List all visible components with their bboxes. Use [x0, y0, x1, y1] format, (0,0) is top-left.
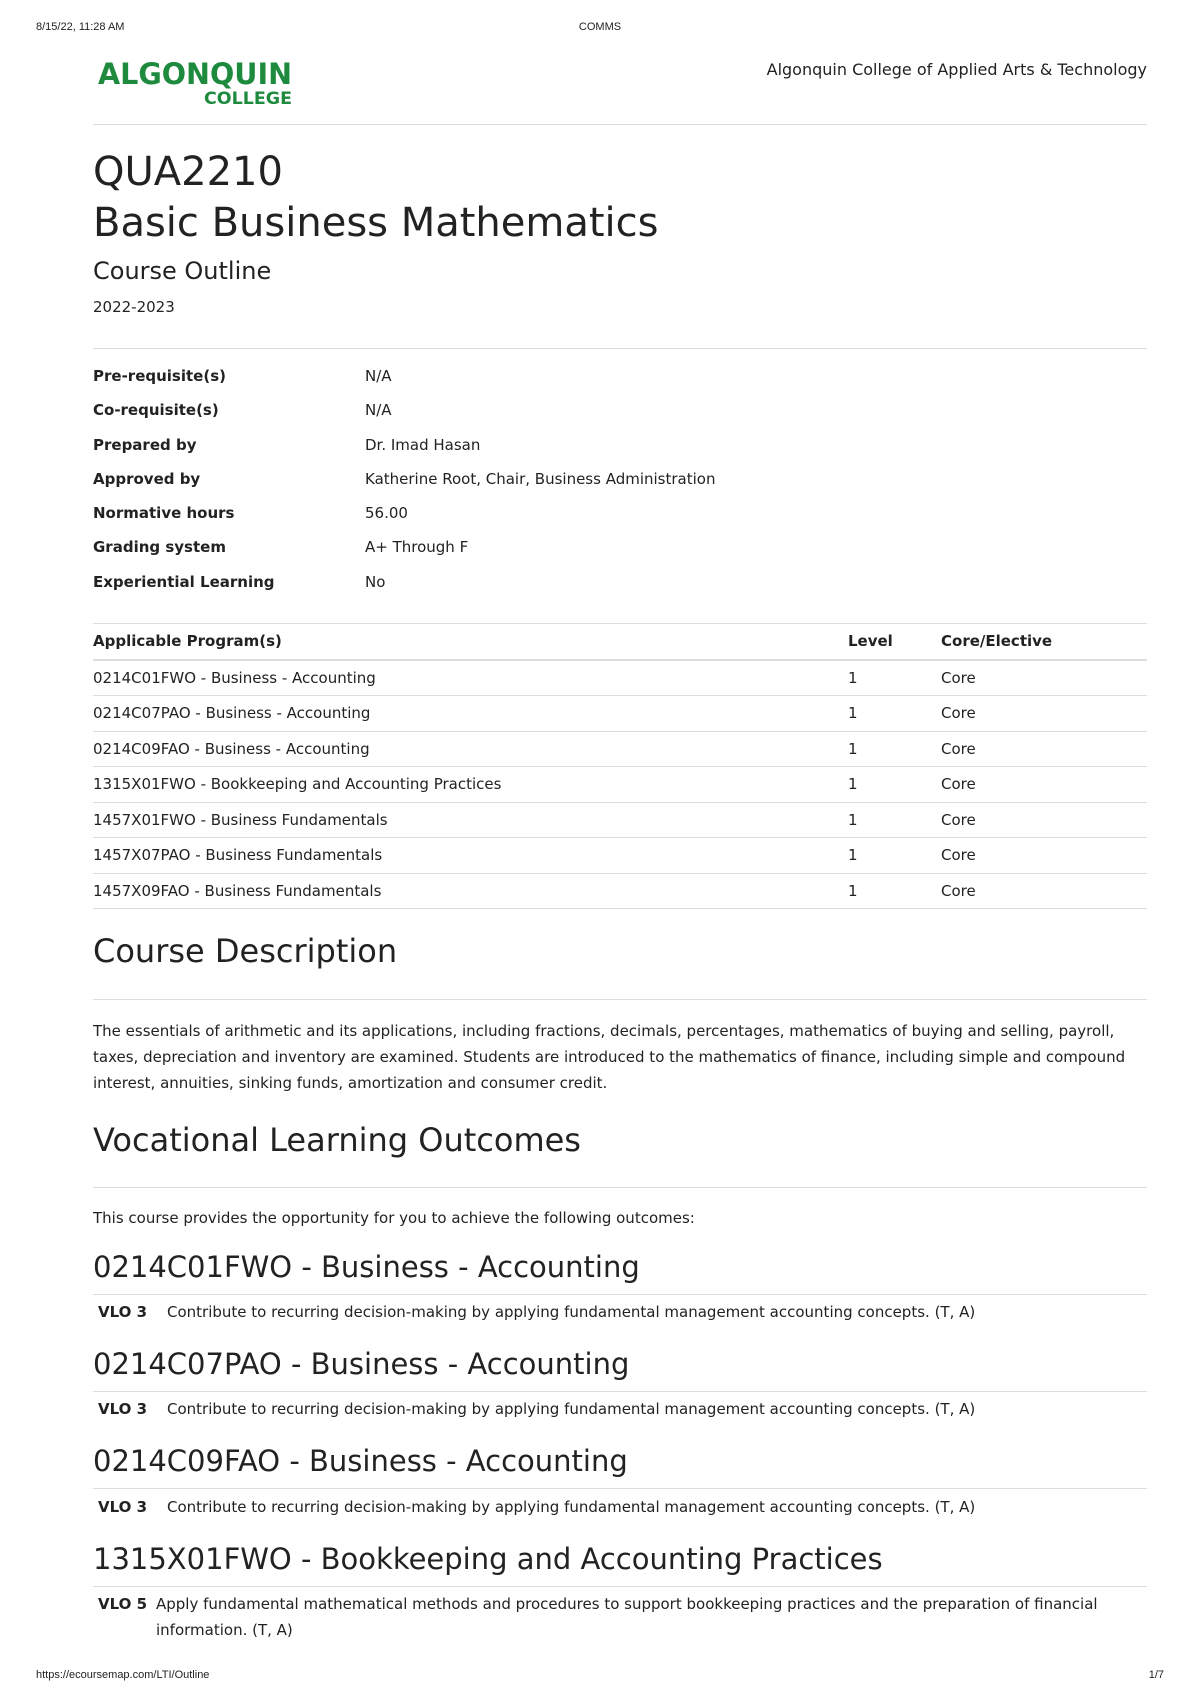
print-url: https://ecoursemap.com/LTI/Outline	[36, 1669, 210, 1681]
info-value: Dr. Imad Hasan	[365, 435, 481, 454]
column-header-core-elective: Core/Elective	[941, 624, 1147, 660]
info-label: Experiential Learning	[93, 572, 275, 591]
vlo-program-title: 1315X01FWO - Bookkeeping and Accounting Practices	[93, 1542, 883, 1576]
vlo-tag: VLO 3	[98, 1498, 148, 1516]
level-cell: 1	[848, 660, 941, 696]
program-cell: 0214C01FWO - Business - Accounting	[93, 660, 848, 696]
info-label: Co-requisite(s)	[93, 401, 219, 420]
college-name: Algonquin College of Applied Arts & Technology	[766, 60, 1147, 79]
algonquin-college-logo	[98, 58, 308, 108]
table-row	[93, 660, 1147, 696]
divider	[93, 348, 1147, 349]
program-cell: 1457X09FAO - Business Fundamentals	[93, 873, 848, 909]
info-row-prepared-by	[93, 434, 1147, 468]
vlo-tag: VLO 5	[98, 1595, 148, 1613]
course-info-list	[93, 365, 1147, 605]
vlo-text: Apply fundamental mathematical methods and procedures to support bookkeeping practices and the preparation of financial information. (T, A)	[156, 1595, 1098, 1639]
page-header	[93, 58, 1147, 125]
info-value: A+ Through F	[365, 538, 469, 557]
table-row	[93, 731, 1147, 767]
course-code: QUA2210	[93, 149, 283, 195]
level-cell: 1	[848, 767, 941, 803]
divider	[93, 1187, 1147, 1188]
print-page-number: 1/7	[1148, 1669, 1164, 1681]
level-cell: 1	[848, 802, 941, 838]
info-row-approved-by	[93, 468, 1147, 502]
info-label: Grading system	[93, 538, 226, 557]
logo-wordmark-bottom: COLLEGE	[204, 89, 292, 108]
applicable-programs-table	[93, 623, 1147, 909]
program-cell: 1457X01FWO - Business Fundamentals	[93, 802, 848, 838]
core-elective-cell: Core	[941, 873, 1147, 909]
table-row	[93, 767, 1147, 803]
info-label: Normative hours	[93, 504, 235, 523]
vlo-intro: This course provides the opportunity for you to achieve the following outcomes:	[93, 1209, 695, 1227]
vlo-text: Contribute to recurring decision-making by applying fundamental management accounting concepts. (T, A)	[167, 1303, 976, 1321]
level-cell: 1	[848, 731, 941, 767]
vlo-program-title: 0214C01FWO - Business - Accounting	[93, 1250, 640, 1284]
vlo-text: Contribute to recurring decision-making by applying fundamental management accounting concepts. (T, A)	[167, 1400, 976, 1418]
table-header-row	[93, 624, 1147, 660]
divider	[93, 1294, 1147, 1295]
info-row-prerequisites	[93, 365, 1147, 399]
level-cell: 1	[848, 873, 941, 909]
column-header-program: Applicable Program(s)	[93, 624, 848, 660]
info-row-corequisites	[93, 399, 1147, 433]
info-value: 56.00	[365, 504, 408, 523]
table-row	[93, 802, 1147, 838]
info-label: Pre-requisite(s)	[93, 367, 226, 385]
course-outline-label: Course Outline	[93, 257, 272, 285]
course-title: Basic Business Mathematics	[93, 200, 659, 246]
print-datetime: 8/15/22, 11:28 AM	[36, 21, 125, 33]
program-cell: 1457X07PAO - Business Fundamentals	[93, 838, 848, 874]
vlo-program-title: 0214C09FAO - Business - Accounting	[93, 1444, 628, 1478]
vlo-text: Contribute to recurring decision-making by applying fundamental management accounting concepts. (T, A)	[167, 1498, 976, 1516]
course-description-text: The essentials of arithmetic and its applications, including fractions, decimals, percentages, mathematics of buying and selling, payroll, taxes, depreciation and inventory are examined. Students are introduced to the mathematics of finance, including simple and compound interest, annuities, sinking funds, amortization and consumer credit.	[93, 1022, 1126, 1092]
table-row	[93, 873, 1147, 909]
academic-year: 2022-2023	[93, 298, 175, 316]
divider	[93, 1488, 1147, 1489]
table-row	[93, 838, 1147, 874]
info-value: No	[365, 572, 386, 591]
core-elective-cell: Core	[941, 802, 1147, 838]
divider	[93, 1586, 1147, 1587]
info-label: Prepared by	[93, 435, 197, 454]
vlo-heading: Vocational Learning Outcomes	[93, 1121, 581, 1159]
print-page-title: COMMS	[578, 21, 622, 33]
level-cell: 1	[848, 696, 941, 732]
program-cell: 0214C07PAO - Business - Accounting	[93, 696, 848, 732]
logo-wordmark-top: ALGONQUIN	[98, 58, 292, 91]
info-row-experiential-learning	[93, 571, 1147, 605]
info-value: N/A	[365, 367, 392, 385]
core-elective-cell: Core	[941, 838, 1147, 874]
core-elective-cell: Core	[941, 731, 1147, 767]
program-cell: 1315X01FWO - Bookkeeping and Accounting Practices	[93, 767, 848, 803]
info-row-grading-system	[93, 536, 1147, 570]
course-description-heading: Course Description	[93, 932, 398, 970]
info-value: Katherine Root, Chair, Business Administration	[365, 469, 716, 488]
vlo-program-title: 0214C07PAO - Business - Accounting	[93, 1347, 630, 1381]
divider	[93, 1391, 1147, 1392]
column-header-level: Level	[848, 624, 941, 660]
program-cell: 0214C09FAO - Business - Accounting	[93, 731, 848, 767]
core-elective-cell: Core	[941, 696, 1147, 732]
info-value: N/A	[365, 401, 392, 420]
divider	[93, 999, 1147, 1000]
core-elective-cell: Core	[941, 767, 1147, 803]
info-row-normative-hours	[93, 502, 1147, 536]
table-row	[93, 696, 1147, 732]
level-cell: 1	[848, 838, 941, 874]
vlo-tag: VLO 3	[98, 1400, 148, 1418]
core-elective-cell: Core	[941, 660, 1147, 696]
vlo-tag: VLO 3	[98, 1303, 148, 1321]
info-label: Approved by	[93, 469, 201, 488]
